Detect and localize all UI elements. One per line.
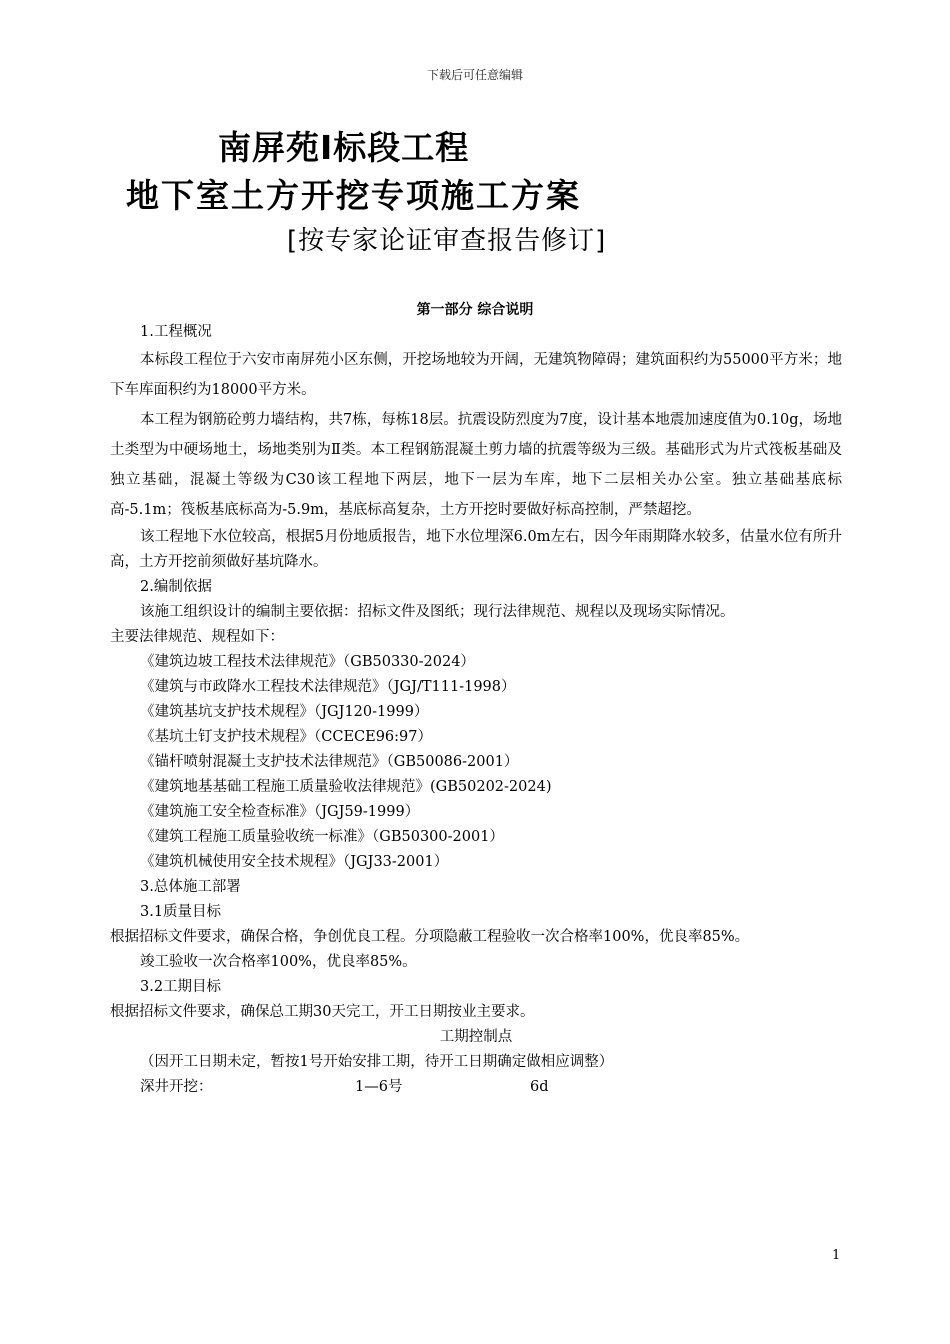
subsection-heading: 3.1质量目标 — [140, 904, 222, 920]
paragraph: 该工程地下水位较高，根据5月份地质报告，地下水位埋深6.0m左右，因今年雨期降水较多，估量水位有所升高，土方开挖前须做好基坑降水。 — [110, 529, 842, 570]
part-title: 第一部分 综合说明 — [416, 302, 534, 318]
list-item: 《基坑土钉支护技术规程》（CCECE96:97） — [140, 729, 432, 745]
list-item: 《建筑工程施工质量验收统一标准》（GB50300-2001） — [140, 829, 504, 845]
schedule-task: 深井开挖： — [140, 1079, 213, 1095]
doc-title-line1: 南屏苑Ⅰ标段工程 — [218, 128, 470, 167]
list-item: 《建筑边坡工程技术法律规范》（GB50330-2024） — [140, 654, 475, 670]
schedule-row — [110, 1075, 842, 1100]
list-item: 《建筑施工安全检查标准》（JGJ59-1999） — [140, 804, 420, 820]
paragraph: 根据招标文件要求，确保合格，争创优良工程。分项隐蔽工程验收一次合格率100%，优良率85%。 — [110, 929, 750, 945]
document-body — [110, 320, 842, 1100]
schedule-days: 1—6号 — [355, 1079, 403, 1095]
doc-title-line2: 地下室土方开挖专项施工方案 — [126, 176, 581, 215]
list-item: 《建筑机械使用安全技术规程》（JGJ33-2001） — [140, 854, 449, 870]
reference-list — [110, 650, 842, 875]
schedule-duration: 6d — [530, 1079, 549, 1095]
paragraph: 本标段工程位于六安市南屏苑小区东侧，开挖场地较为开阔，无建筑物障碍；建筑面积约为55000平方米；地下车库面积约为18000平方米。 — [110, 352, 842, 398]
paragraph: 竣工验收一次合格率100%，优良率85%。 — [140, 954, 417, 970]
page-number: 1 — [832, 1248, 841, 1263]
section-heading: 3.总体施工部署 — [140, 879, 241, 895]
list-item: 《锚杆喷射混凝土支护技术法律规范》（GB50086-2001） — [140, 754, 519, 770]
paragraph: 主要法律规范、规程如下： — [110, 629, 284, 645]
section-heading: 1.工程概况 — [140, 324, 212, 340]
paragraph: 根据招标文件要求，确保总工期30天完工，开工日期按业主要求。 — [110, 1004, 535, 1020]
list-item: 《建筑与市政降水工程技术法律规范》（JGJ/T111-1998） — [140, 679, 516, 695]
list-item: 《建筑地基基础工程施工质量验收法律规范》(GB50202-2024) — [140, 779, 552, 795]
schedule-title: 工期控制点 — [439, 1029, 513, 1045]
paragraph: 本工程为钢筋砼剪力墙结构，共7栋，每栋18层。抗震设防烈度为7度，设计基本地震加速度值为0.10g，场地土类型为中硬场地土，场地类别为Ⅱ类。本工程钢筋混凝土剪力墙的抗震等级为三级。基础形式为片式筏板基础及独立基础，混凝土等级为C30该工程地下两层，地下一层为车库，地下二层相关办公室。独立基础基底标高-5.1m；筏板基底标高为-5.9m，基底标高复杂，土方开挖时要做好标高控制，严禁超挖。 — [110, 412, 842, 518]
schedule-note: （因开工日期未定，暂按1号开始安排工期，待开工日期确定做相应调整） — [140, 1054, 614, 1070]
header-note: 下载后可任意编辑 — [426, 68, 523, 82]
doc-subtitle: [按专家论证审查报告修订] — [287, 226, 607, 256]
section-heading: 2.编制依据 — [140, 579, 212, 595]
subsection-heading: 3.2工期目标 — [140, 979, 222, 995]
list-item: 《建筑基坑支护技术规程》（JGJ120-1999） — [140, 704, 429, 720]
paragraph: 该施工组织设计的编制主要依据：招标文件及图纸；现行法律规范、规程以及现场实际情况。 — [140, 604, 735, 620]
